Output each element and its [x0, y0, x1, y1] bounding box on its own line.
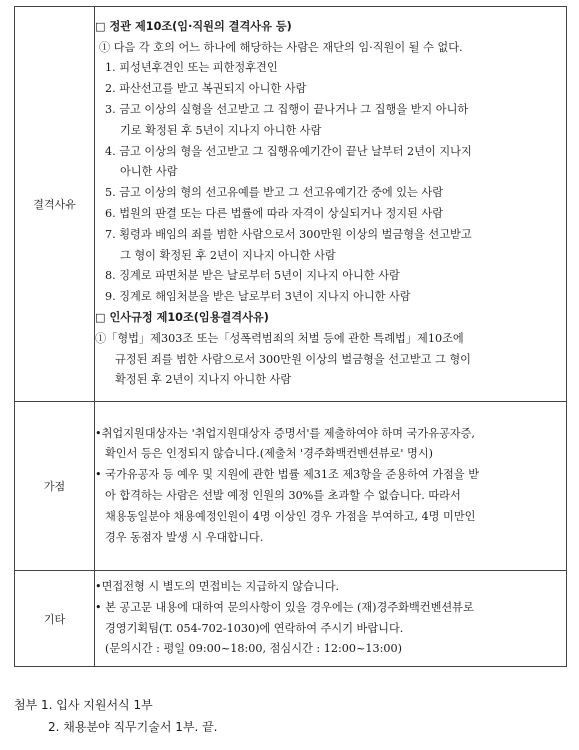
- rule-text: ①「형법」제303조 또는「성폭력범죄의 처벌 등에 관한 특례법」제10조에: [95, 331, 464, 345]
- section-heading: □ 정관 제10조(임·직원의 결격사유 등): [95, 19, 292, 33]
- bullet-text: 경우 동점자 발생 시 우대합니다.: [105, 530, 264, 544]
- section-heading: □ 인사규정 제10조(임용결격사유): [95, 310, 269, 324]
- list-item: 1. 피성년후견인 또는 피한정후견인: [105, 61, 278, 75]
- rule-text: 규정된 죄를 범한 사람으로서 300만원 이상의 벌금형을 선고받고 그 형이: [115, 352, 471, 366]
- list-item: 4. 금고 이상의 형을 선고받고 그 집행유예기간이 끝난 날부터 2년이 지나지: [105, 144, 472, 158]
- disqualification-content: [95, 7, 567, 402]
- list-item: 5. 금고 이상의 형의 선고유예를 받고 그 선고유예기간 중에 있는 사람: [105, 186, 444, 200]
- other-row: [15, 571, 567, 667]
- bullet-text: 아 합격하는 사람은 선발 예정 인원의 30%를 초과할 수 없습니다. 따라서: [105, 489, 461, 502]
- other-content: [95, 571, 567, 667]
- bullet-text: 경영기획팀(T. 054-702-1030)에 연락하여 주시기 바랍니다.: [105, 621, 404, 635]
- bullet-text: •면접전형 시 별도의 면접비는 지급하지 않습니다.: [95, 579, 340, 593]
- list-item: 3. 금고 이상의 실형을 선고받고 그 집행이 끝나거나 그 집행을 받지 아니하: [105, 103, 469, 117]
- bullet-text: • 본 공고문 내용에 대하여 문의사항이 있을 경우에는 (재)경주화백컨벤션뷰로: [95, 600, 474, 614]
- row-label-other: 기타: [15, 571, 95, 667]
- list-item: 7. 횡령과 배임의 죄를 범한 사람으로서 300만원 이상의 벌금형을 선고받고: [105, 227, 472, 241]
- list-item: 기로 확정된 후 5년이 지나지 아니한 사람: [120, 123, 322, 137]
- list-item: 그 형이 확정된 후 2년이 지나지 아니한 사람: [120, 248, 336, 262]
- rule-text: 확정된 후 2년이 지나지 아니한 사람: [115, 373, 292, 387]
- list-item: 9. 징계로 해임처분을 받은 날로부터 3년이 지나지 아니한 사람: [105, 290, 411, 304]
- bullet-text: 채용동일분야 채용예정인원이 4명 이상인 경우 가점을 부여하고, 4명 미만인: [105, 509, 476, 523]
- bullet-text: 확인서 등은 인정되지 않습니다.(제출처 '경주화백컨벤션뷰로' 명시): [105, 447, 434, 461]
- list-item: 2. 파산선고를 받고 복권되지 아니한 사람: [105, 82, 307, 96]
- row-label-disqualification: 결격사유: [15, 7, 95, 402]
- attachments: [14, 694, 217, 738]
- bullet-text: • 국가유공자 등 예우 및 지원에 관한 법률 제31조 제3항을 준용하여 가점을 받: [95, 468, 480, 482]
- list-item: 6. 법원의 판결 또는 다른 법률에 따라 자격이 상실되거나 정지된 사람: [105, 207, 444, 220]
- list-item: 아니한 사람: [120, 165, 178, 179]
- document-table: [14, 6, 567, 667]
- intro-text: ① 다음 각 호의 어느 하나에 해당하는 사람은 재단의 임·직원이 될 수 없다.: [99, 40, 463, 54]
- attachment-item: 첨부 1. 입사 지원서식 1부: [14, 698, 153, 712]
- contact-hours: (문의시간 : 평일 09:00~18:00, 점심시간 : 12:00~13:00): [105, 642, 402, 656]
- bullet-text: •취업지원대상자는 '취업지원대상자 증명서'를 제출하여야 하며 국가유공자증,: [95, 426, 475, 440]
- bonus-points-row: [15, 402, 567, 571]
- row-label-bonus: 가점: [15, 402, 95, 571]
- attachment-item: 2. 채용분야 직무기술서 1부. 끝.: [48, 720, 218, 734]
- disqualification-row: [15, 7, 567, 402]
- bonus-points-content: [95, 402, 567, 571]
- list-item: 8. 징계로 파면처분 받은 날로부터 5년이 지나지 아니한 사람: [105, 269, 400, 283]
